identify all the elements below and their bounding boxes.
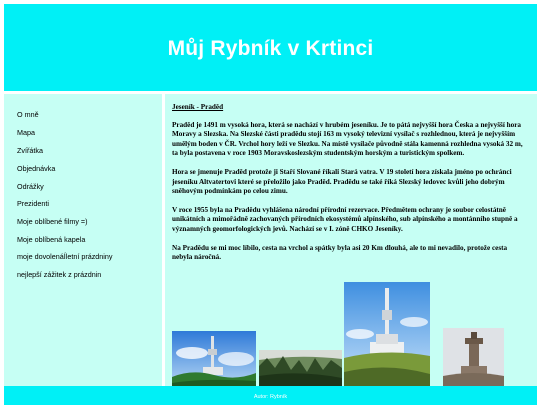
tv-tower-summit-photo [344,282,430,386]
footer-text: Autor: Rybník [253,394,288,400]
site-title: Můj Rybník v Krtinci [167,37,374,60]
nav-item-dovolena[interactable]: moje dovolenáÍletní prázdniny [17,252,113,261]
nav-item-filmy[interactable]: Moje oblíbené filmy =) [17,217,88,226]
article-paragraph: Hora se jmenuje Praděd protože ji Staří Slované říkali Stará vatra. V 19 století hora získala jméno po ochránci jeseníku Altvatertovi které se přeložilo jako Praděd. Pradědu se také říká Slezský ledovec kvůli jeho dobrým sněhovým podmínkám po celou zimu. [172,167,512,196]
nav-item-zviratka[interactable]: Zvířátka [17,146,43,155]
nav-item-objednavka[interactable]: Objednávka [17,164,56,173]
nav-item-o-mne[interactable]: O mně [17,110,39,119]
article [172,103,524,272]
nav-item-kapela[interactable]: Moje oblíbená kapela [17,235,86,244]
nav-item-prezidenti[interactable]: Prezidenti [17,199,49,208]
nav-item-odrazky[interactable]: Odrážky [17,182,44,191]
article-paragraph: V roce 1955 byla na Pradědu vyhlášena národní přírodní rezervace. Předmětem ochrany je soubor celostátně unikátních a mimořádně zachovaných přírodních ekosystémů alpínského, sub alpínského a montánního stupně a významných geomorfologických jevů. Nachází se v I. zóně CHKO Jeseníky. [172,205,518,233]
article-paragraph: Praděd je 1491 m vysoká hora, která se nachází v hrubém jeseníku. Je to pátá nejvyšší hora Česka a nejvyšší hora Moravy a Slezska. Na Slezské části pradědu stojí 163 m vysoký televizní vysílač s rozhlednou, která je nejvyšším umělým boden v ČR. Vrchol hory leží ve Slezku. Na místě vysílače původně stála kamenná rozhledna vysoká 32 m, ta byla postavena v roce 1903 Moravskoslezským studentským horským a turistickým spolkem. [172,120,523,158]
sidebar [4,94,162,386]
forest-photo [259,350,342,386]
article-paragraph: Na Pradědu se mi moc líbilo, cesta na vrchol a spátky byla asi 20 Km dlouhá, ale to mi nevadilo, protože cesta nebyla náročná. [172,243,508,262]
nav-item-mapa[interactable]: Mapa [17,128,35,137]
header-banner [4,4,537,91]
praded-tower-photo [172,331,256,386]
main-content [165,94,537,386]
article-heading: Jeseník - Praděd [172,103,224,111]
nav-item-zazitek[interactable]: nejlepší zážitek z prázdnin [17,270,102,279]
stone-lookout-photo [443,328,504,386]
footer-bar [4,386,537,405]
